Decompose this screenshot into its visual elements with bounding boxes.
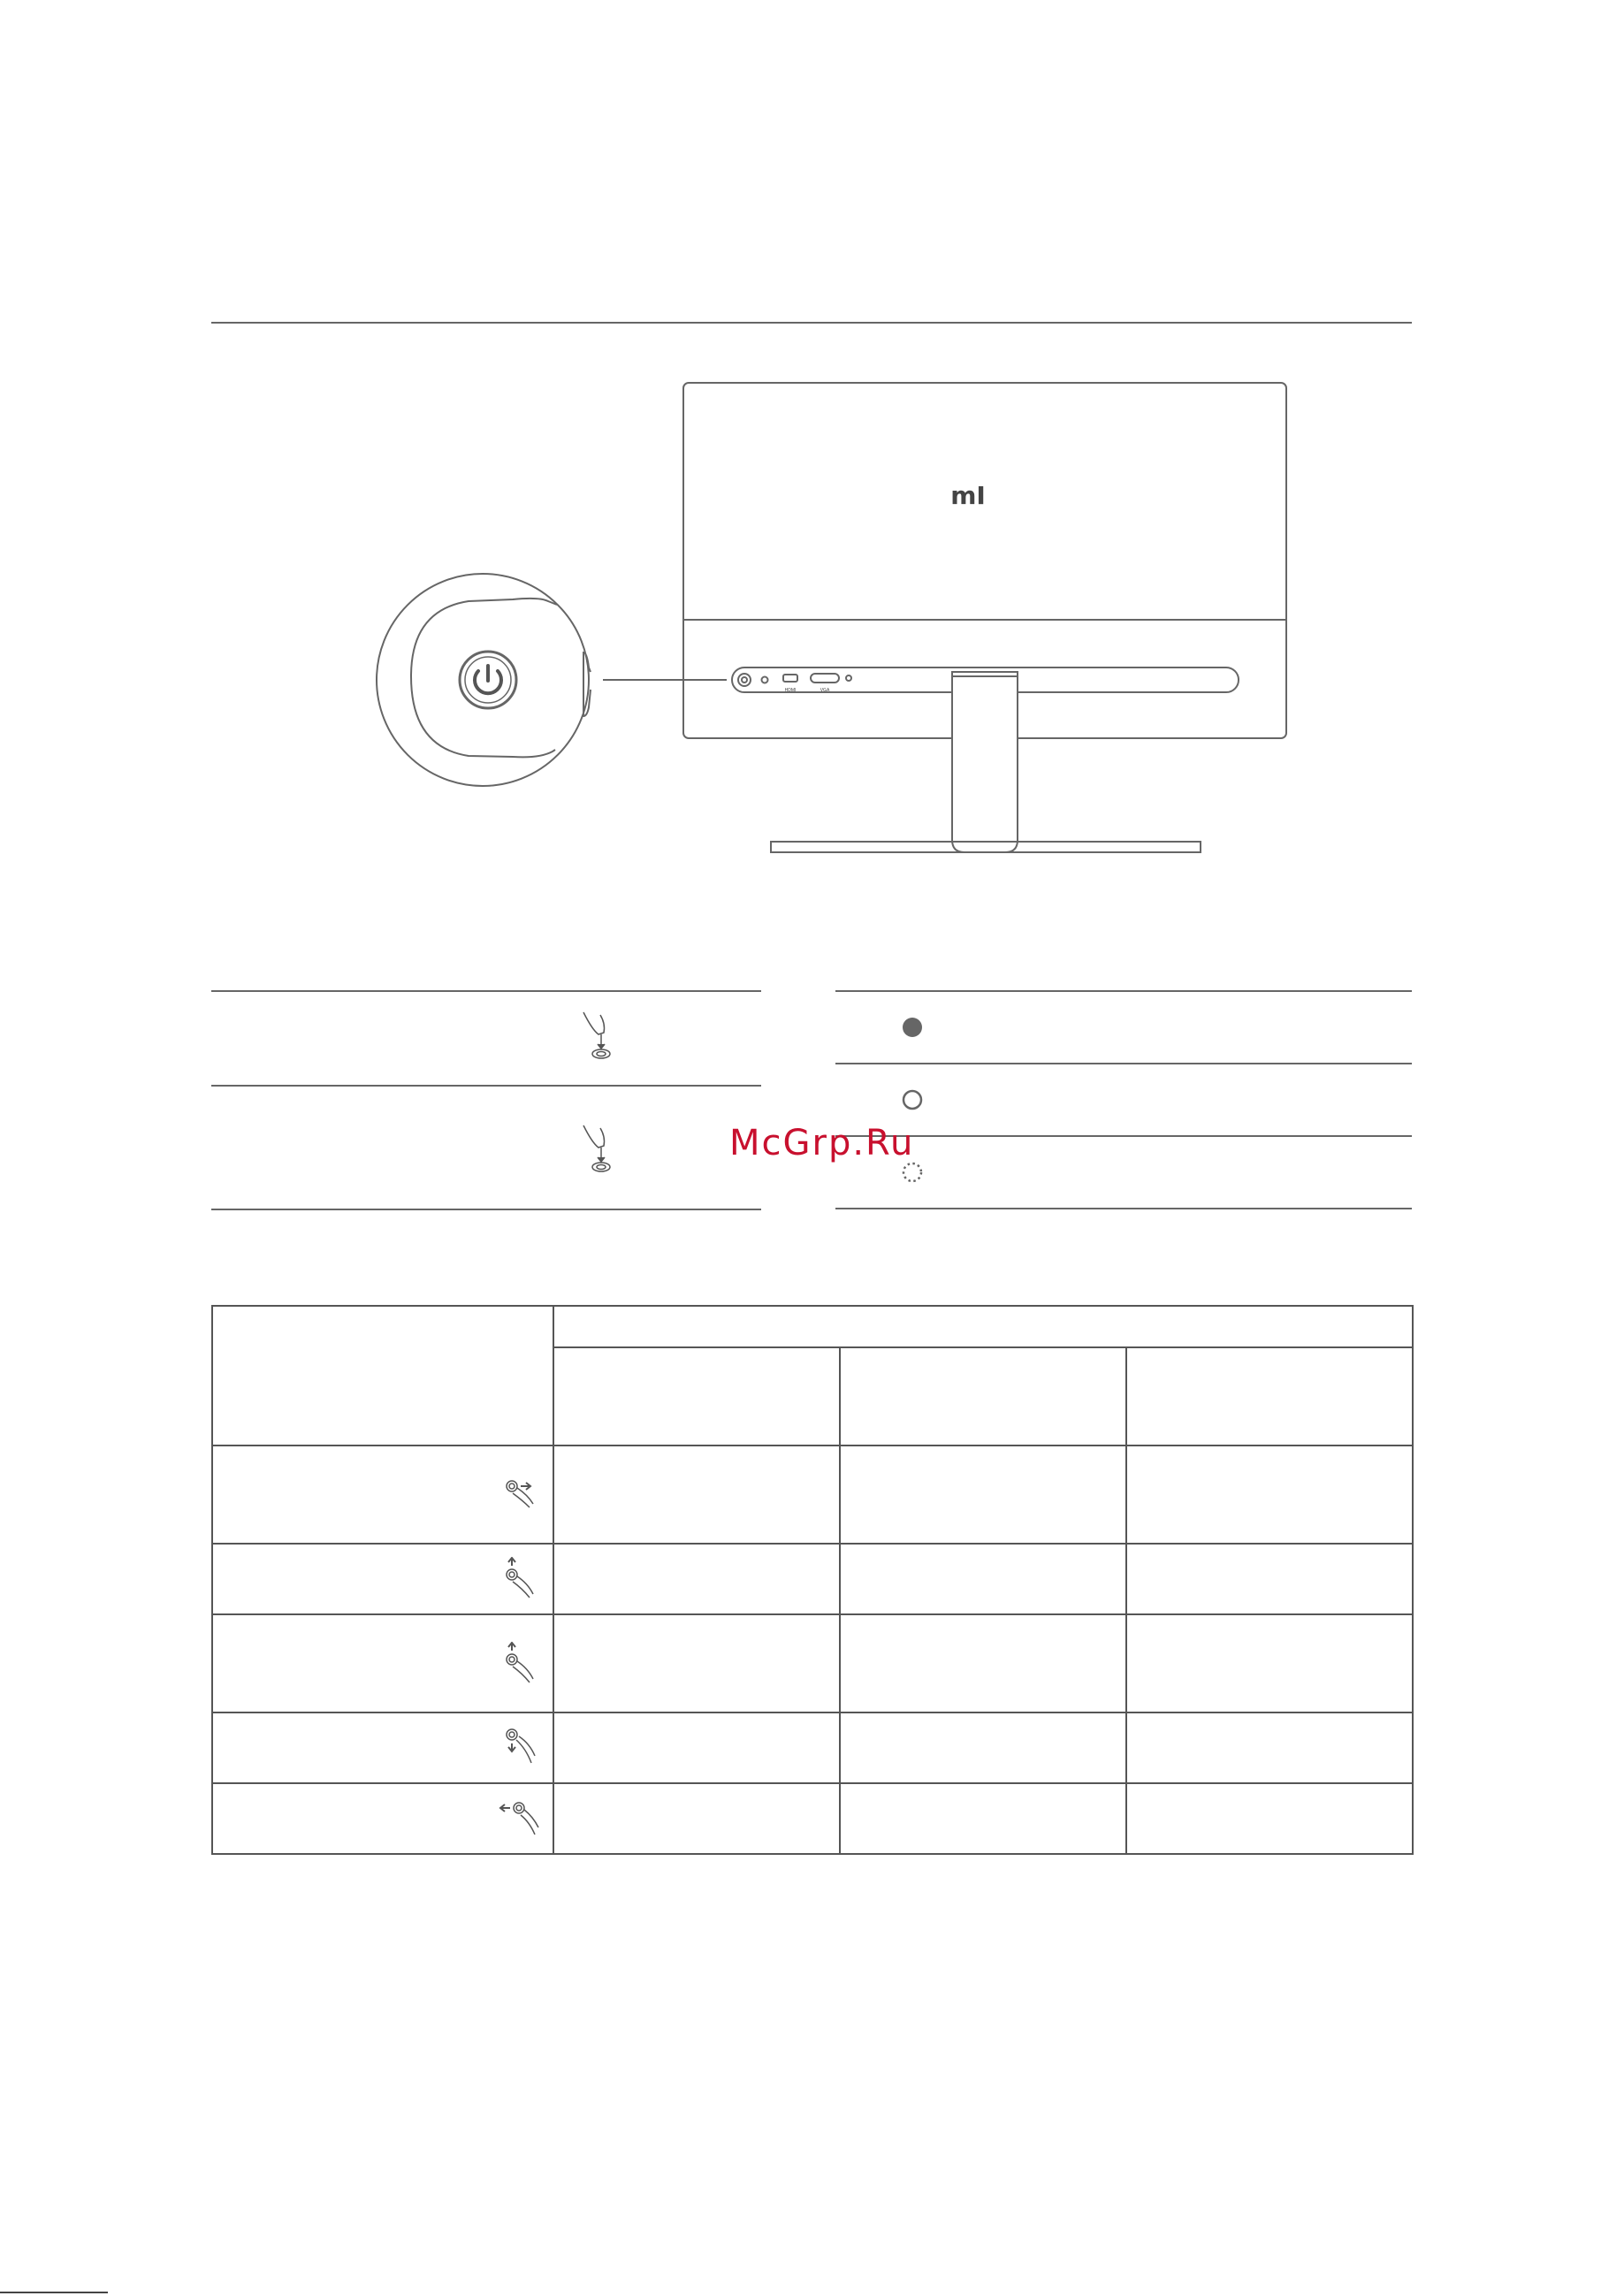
- power-button-zoom: [377, 574, 589, 786]
- vga-port-label: VGA: [820, 688, 830, 693]
- dashed-circle-icon: [902, 1162, 923, 1183]
- gesture-divider-bottom: [211, 1209, 761, 1210]
- table-row: [212, 1445, 1413, 1544]
- header-span-cell: [553, 1306, 1413, 1347]
- vga-port-icon: [811, 674, 839, 683]
- watermark: McGrp.Ru: [729, 1123, 915, 1163]
- row-label-cell: [212, 1614, 553, 1712]
- monitor-rear-illustration: [371, 371, 1308, 866]
- table-row: [212, 1544, 1413, 1614]
- footer-rule: [0, 2292, 108, 2293]
- hdmi-port-icon: [783, 675, 797, 682]
- solid-circle-icon: [902, 1017, 923, 1038]
- joystick-press-right-icon: [501, 1476, 540, 1514]
- joystick-push-down-icon: [501, 1726, 540, 1770]
- row-label-cell: [212, 1712, 553, 1783]
- row-label-cell: [212, 1783, 553, 1854]
- header-label-cell: [212, 1306, 553, 1445]
- table-row: [212, 1614, 1413, 1712]
- hdmi-port-label: HDMI: [784, 688, 797, 693]
- finger-press-icon: [579, 1008, 623, 1061]
- joystick-operations-table: [211, 1305, 1414, 1855]
- led-row-solid: [835, 990, 1412, 1064]
- power-icon: [475, 666, 501, 693]
- table-row: [212, 1783, 1413, 1854]
- top-divider: [211, 322, 1412, 324]
- joystick-push-left-icon: [496, 1799, 540, 1838]
- gesture-divider-top: [211, 990, 761, 992]
- hollow-circle-icon: [902, 1089, 923, 1110]
- header-col-3: [1126, 1347, 1413, 1445]
- audio-jack-icon: [762, 677, 768, 683]
- joystick-push-up-icon: [501, 1642, 540, 1686]
- row-label-cell: [212, 1445, 553, 1544]
- finger-press-icon: [579, 1121, 623, 1174]
- header-col-1: [553, 1347, 840, 1445]
- header-col-2: [840, 1347, 1126, 1445]
- joystick-push-up-icon: [501, 1557, 540, 1601]
- led-row-hollow: [835, 1063, 1412, 1137]
- mi-logo: mI: [950, 481, 986, 510]
- power-button-small: [738, 674, 751, 686]
- led-row-blinking: [835, 1135, 1412, 1209]
- row-label-cell: [212, 1544, 553, 1614]
- dc-in-icon: [846, 675, 851, 681]
- table-row: [212, 1712, 1413, 1783]
- stand-neck: [952, 672, 1018, 852]
- gesture-divider-mid: [211, 1085, 761, 1087]
